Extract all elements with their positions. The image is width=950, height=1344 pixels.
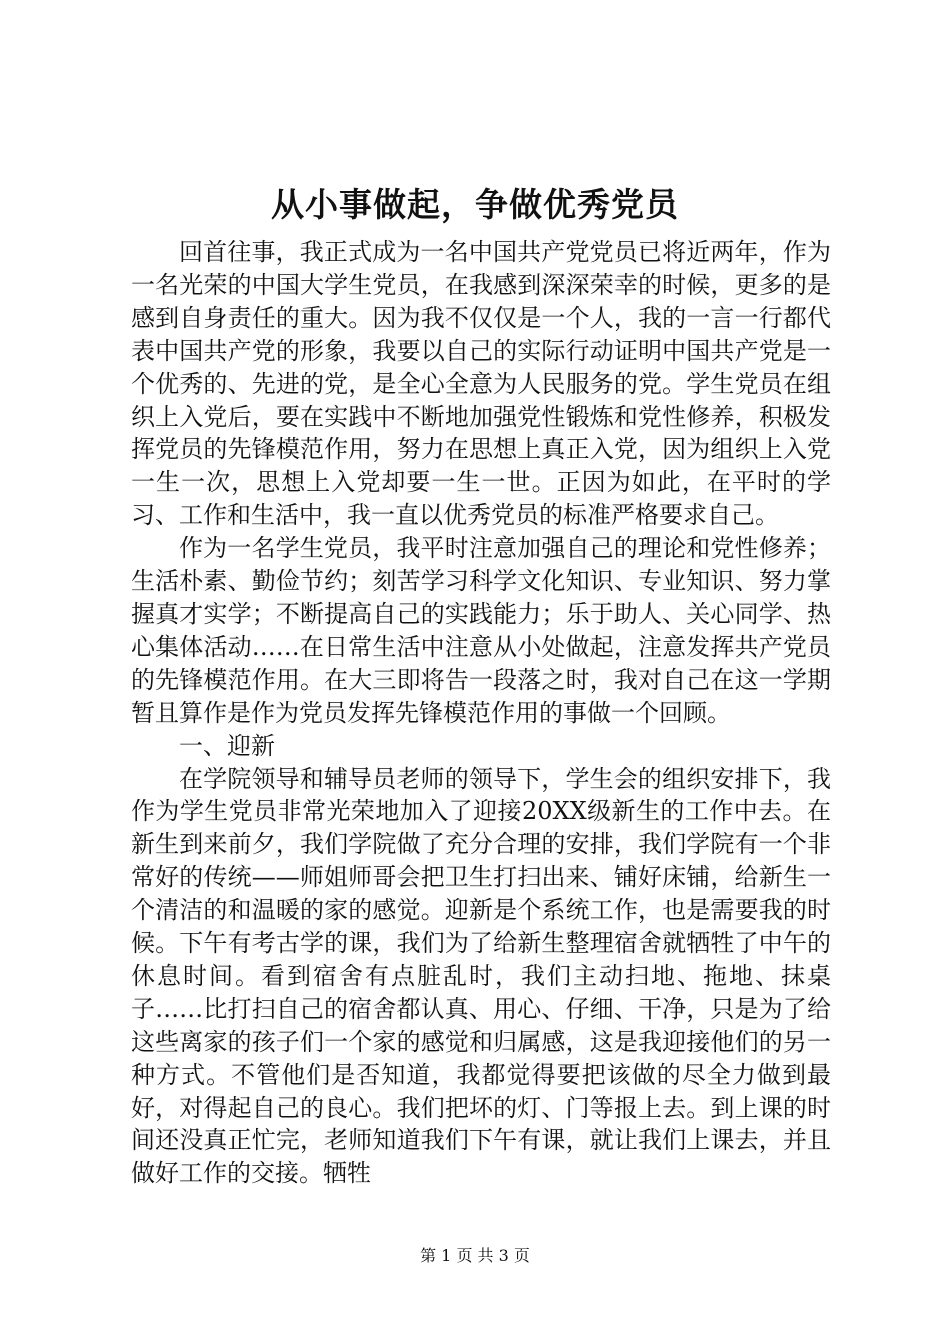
document-title: 从小事做起，争做优秀党员 xyxy=(271,185,679,224)
paragraph-welcome: 在学院领导和辅导员老师的领导下，学生会的组织安排下，我作为学生党员非常光荣地加入了迎接20XX级新生的工作中去。在新生到来前夕，我们学院做了充分合理的安排，我们学院有一个非常好的传统——师姐师哥会把卫生打扫出来、铺好床铺，给新生一个清洁的和温暖的家的感觉。迎新是个系统工作，也是需要我的时候。下午有考古学的课，我们为了给新生整理宿舍就牺牲了中午的休息时间。看到宿舍有点脏乱时，我们主动扫地、拖地、抹桌子……比打扫自己的宿舍都认真、用心、仔细、干净，只是为了给这些离家的孩子们一个家的感觉和归属感，这是我迎接他们的另一种方式。不管他们是否知道，我都觉得要把该做的尽全力做到最好，对得起自己的良心。我们把坏的灯、门等报上去。到上课的时间还没真正忙完，老师知道我们下午有课，就让我们上课去，并且做好工作的交接。牺牲 xyxy=(131,764,831,1188)
section-heading: 一、迎新 xyxy=(179,731,275,760)
paragraph-self-review: 作为一名学生党员，我平时注意加强自己的理论和党性修养；生活朴素、勤俭节约；刻苦学习科学文化知识、专业知识、努力掌握真才实学；不断提高自己的实践能力；乐于助人、关心同学、热心集体活动……在日常生活中注意从小处做起，注意发挥共产党员的先锋模范作用。在大三即将告一段落之时，我对自己在这一学期暂且算作是作为党员发挥先锋模范作用的事做一个回顾。 xyxy=(131,534,831,727)
document-body xyxy=(131,236,831,1190)
page-number: 第 1 页 共 3 页 xyxy=(420,1246,530,1265)
paragraph-intro: 回首往事，我正式成为一名中国共产党党员已将近两年，作为一名光荣的中国大学生党员，在我感到深深荣幸的时候，更多的是感到自身责任的重大。因为我不仅仅是一个人，我的一言一行都代表中国共产党的形象，我要以自己的实际行动证明中国共产党是一个优秀的、先进的党，是全心全意为人民服务的党。学生党员在组织上入党后，要在实践中不断地加强党性锻炼和党性修养，积极发挥党员的先锋模范作用，努力在思想上真正入党，因为组织上入党一生一次，思想上入党却要一生一世。正因为如此，在平时的学习、工作和生活中，我一直以优秀党员的标准严格要求自己。 xyxy=(131,238,831,530)
